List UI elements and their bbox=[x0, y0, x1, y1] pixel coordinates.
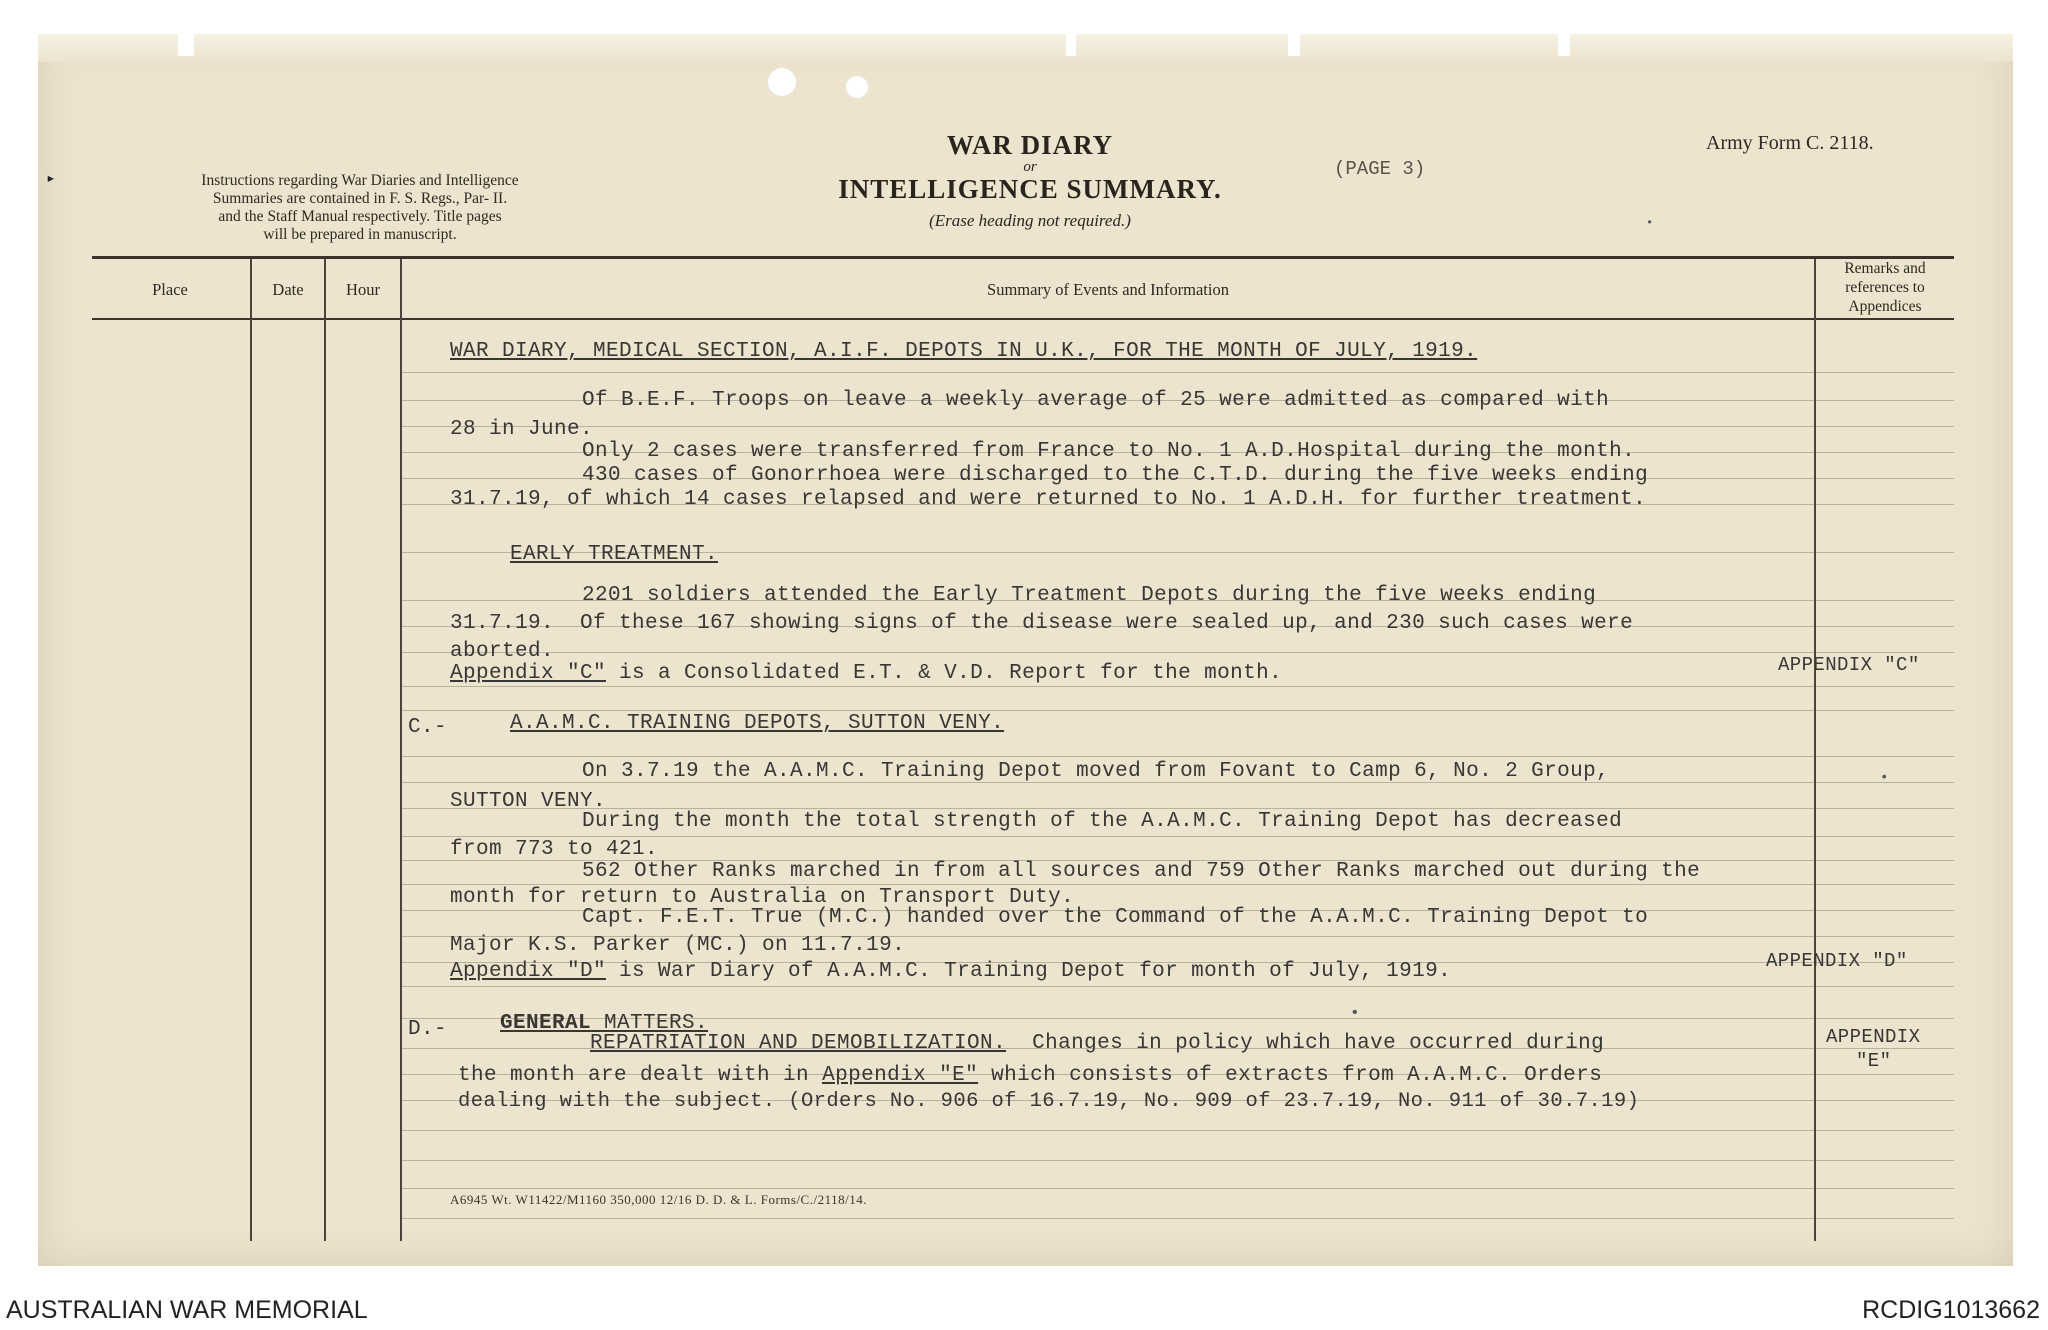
ruled-line bbox=[1816, 808, 1954, 809]
ruled-line bbox=[402, 836, 1814, 837]
instructions-line: will be prepared in manuscript. bbox=[263, 226, 457, 243]
p2-line: aborted. bbox=[450, 640, 555, 663]
ruled-line bbox=[1816, 936, 1954, 937]
p1-line: Of B.E.F. Troops on leave a weekly average of 25 were admitted as compared with bbox=[582, 389, 1610, 412]
table-head-rule bbox=[92, 318, 1954, 320]
stray-dot: ▸ bbox=[46, 170, 56, 188]
repatriation-text: Changes in policy which have occurred during bbox=[1006, 1032, 1605, 1055]
section-d-line-post: which consists of extracts from A.A.M.C. Orders bbox=[978, 1064, 1603, 1087]
ruled-line bbox=[1816, 1074, 1954, 1075]
column-divider bbox=[324, 259, 326, 1241]
ruled-line bbox=[1816, 1160, 1954, 1161]
instructions-line: Instructions regarding War Diaries and Intelligence bbox=[201, 172, 519, 189]
ruled-line bbox=[1816, 756, 1954, 757]
remark-appendix-d: APPENDIX "D" bbox=[1766, 950, 1908, 972]
repatriation-heading: REPATRIATION AND DEMOBILIZATION. bbox=[590, 1032, 1007, 1055]
ruled-line bbox=[402, 1218, 1814, 1219]
section-c-line: 562 Other Ranks marched in from all sources and 759 Other Ranks marched out during the bbox=[582, 860, 1701, 883]
caption-left: AUSTRALIAN WAR MEMORIAL bbox=[6, 1296, 368, 1324]
punch-hole bbox=[846, 76, 868, 98]
table-top-rule bbox=[92, 256, 1954, 259]
ruled-line bbox=[1816, 1188, 1954, 1189]
printer-imprint: A6945 Wt. W11422/M1160 350,000 12/16 D. D. & L. Forms/C./2118/14. bbox=[450, 1192, 867, 1207]
p2-line: 2201 soldiers attended the Early Treatment Depots during the five weeks ending bbox=[582, 584, 1597, 607]
ruled-line bbox=[402, 1188, 1814, 1189]
instructions-note bbox=[140, 172, 580, 244]
appendix-d-line bbox=[450, 960, 1451, 983]
section-c-marker: C.- bbox=[408, 716, 448, 739]
ruled-line bbox=[1816, 400, 1954, 401]
title-or: or bbox=[1023, 159, 1037, 175]
section-c-line: Major K.S. Parker (MC.) on 11.7.19. bbox=[450, 934, 906, 957]
ruled-line bbox=[1816, 1218, 1954, 1219]
column-divider bbox=[400, 259, 402, 1241]
column-divider bbox=[250, 259, 252, 1241]
p1-line: 31.7.19, of which 14 cases relapsed and were returned to No. 1 A.D.H. for further treatment. bbox=[450, 488, 1647, 511]
ruled-line bbox=[1816, 1100, 1954, 1101]
appendix-d-text: is War Diary of A.A.M.C. Training Depot for month of July, 1919. bbox=[606, 960, 1452, 983]
p1-line: 430 cases of Gonorrhoea were discharged to the C.T.D. during the five weeks ending bbox=[582, 464, 1649, 487]
column-hour: Hour bbox=[346, 280, 380, 299]
stray-dot: • bbox=[1880, 770, 1889, 786]
column-place: Place bbox=[152, 280, 188, 299]
appendix-e-link: Appendix "E" bbox=[822, 1064, 979, 1087]
ruled-line bbox=[402, 756, 1814, 757]
edge-notch bbox=[178, 34, 194, 56]
section-c-line: month for return to Australia on Transport Duty. bbox=[450, 886, 1075, 909]
ruled-line bbox=[1816, 426, 1954, 427]
remark-appendix-c: APPENDIX "C" bbox=[1778, 654, 1920, 676]
edge-notch bbox=[1288, 34, 1300, 56]
ruled-line bbox=[402, 652, 1814, 653]
appendix-c-line bbox=[450, 662, 1282, 685]
appendix-c-link: Appendix "C" bbox=[450, 662, 607, 685]
appendix-c-text: is a Consolidated E.T. & V.D. Report for the month. bbox=[606, 662, 1283, 685]
section-d-marker: D.- bbox=[408, 1018, 448, 1041]
ruled-line bbox=[402, 1160, 1814, 1161]
edge-notch bbox=[1558, 34, 1570, 56]
ruled-line bbox=[402, 808, 1814, 809]
section-d-line bbox=[458, 1064, 1602, 1087]
ruled-line bbox=[1816, 626, 1954, 627]
ruled-line bbox=[1816, 986, 1954, 987]
ruled-line bbox=[1816, 652, 1954, 653]
section-c-line: During the month the total strength of the A.A.M.C. Training Depot has decreased bbox=[582, 810, 1623, 833]
instructions-line: and the Staff Manual respectively. Title pages bbox=[218, 208, 502, 225]
diary-heading: WAR DIARY, MEDICAL SECTION, A.I.F. DEPOTS IN U.K., FOR THE MONTH OF JULY, 1919. bbox=[450, 340, 1478, 363]
ruled-line bbox=[402, 426, 1814, 427]
caption-right: RCDIG1013662 bbox=[1862, 1296, 2040, 1324]
ruled-line bbox=[402, 1130, 1814, 1131]
section-d-heading-bold: GENERAL bbox=[500, 1012, 592, 1035]
form-title bbox=[760, 130, 1300, 231]
remark-appendix-e: APPENDIX bbox=[1826, 1026, 1921, 1048]
page-number: (PAGE 3) bbox=[1334, 158, 1426, 180]
section-c-line: On 3.7.19 the A.A.M.C. Training Depot moved from Fovant to Camp 6, No. 2 Group, bbox=[582, 760, 1610, 783]
instructions-line: Summaries are contained in F. S. Regs., Par- II. bbox=[212, 190, 508, 207]
ruled-line bbox=[1816, 1018, 1954, 1019]
section-d-subline bbox=[590, 1032, 1604, 1055]
section-d-line: dealing with the subject. (Orders No. 906 of 16.7.19, No. 909 of 23.7.19, No. 911 of 30.7.19) bbox=[458, 1090, 1640, 1113]
ruled-line bbox=[1816, 372, 1954, 373]
column-remarks bbox=[1816, 259, 1954, 316]
ruled-line bbox=[1816, 552, 1954, 553]
section-c-line: from 773 to 421. bbox=[450, 838, 659, 861]
section-d-heading-rest: MATTERS. bbox=[591, 1012, 709, 1035]
section-c-line: Capt. F.E.T. True (M.C.) handed over the Command of the A.A.M.C. Training Depot to bbox=[582, 906, 1649, 929]
title-war-diary: WAR DIARY bbox=[946, 130, 1114, 160]
p1-line: Only 2 cases were transferred from France to No. 1 A.D.Hospital during the month. bbox=[582, 440, 1636, 463]
p1-line: 28 in June. bbox=[450, 418, 594, 441]
appendix-d-link: Appendix "D" bbox=[450, 960, 607, 983]
column-date: Date bbox=[272, 280, 304, 299]
p2-line: 31.7.19. Of these 167 showing signs of the disease were sealed up, and 230 such cases were bbox=[450, 612, 1634, 635]
title-intelligence-summary: INTELLIGENCE SUMMARY. bbox=[838, 174, 1222, 204]
section-c-heading: A.A.M.C. TRAINING DEPOTS, SUTTON VENY. bbox=[510, 712, 1005, 735]
ruled-line bbox=[1816, 478, 1954, 479]
ruled-line bbox=[402, 986, 1814, 987]
early-treatment-heading: EARLY TREATMENT. bbox=[510, 543, 719, 566]
stray-dot: • bbox=[1646, 216, 1654, 230]
army-form-number: Army Form C. 2118. bbox=[1706, 132, 1874, 154]
ruled-line bbox=[1816, 600, 1954, 601]
punch-hole bbox=[768, 68, 796, 96]
ruled-line bbox=[1816, 1048, 1954, 1049]
section-d-line-pre: the month are dealt with in bbox=[458, 1064, 823, 1087]
ruled-line bbox=[402, 686, 1814, 687]
ruled-line bbox=[1816, 452, 1954, 453]
ruled-line bbox=[1816, 860, 1954, 861]
ruled-line bbox=[1816, 710, 1954, 711]
remarks-head-line: references to bbox=[1845, 279, 1925, 296]
section-c-line: SUTTON VENY. bbox=[450, 790, 607, 813]
remarks-head-line: Appendices bbox=[1848, 298, 1922, 315]
ruled-line bbox=[402, 710, 1814, 711]
ruled-line bbox=[402, 372, 1814, 373]
ruled-line bbox=[1816, 836, 1954, 837]
ruled-line bbox=[1816, 884, 1954, 885]
column-divider bbox=[1814, 259, 1816, 1241]
erase-note: (Erase heading not required.) bbox=[929, 211, 1131, 230]
remark-appendix-e-letter: "E" bbox=[1856, 1050, 1892, 1072]
ruled-line bbox=[1816, 910, 1954, 911]
ruled-line bbox=[1816, 1130, 1954, 1131]
column-summary: Summary of Events and Information bbox=[987, 280, 1229, 299]
edge-notch bbox=[1066, 34, 1076, 56]
ruled-line bbox=[1816, 504, 1954, 505]
remarks-head-line: Remarks and bbox=[1844, 260, 1926, 277]
ruled-line bbox=[402, 884, 1814, 885]
stray-dot: • bbox=[1350, 1004, 1360, 1022]
ruled-line bbox=[1816, 686, 1954, 687]
